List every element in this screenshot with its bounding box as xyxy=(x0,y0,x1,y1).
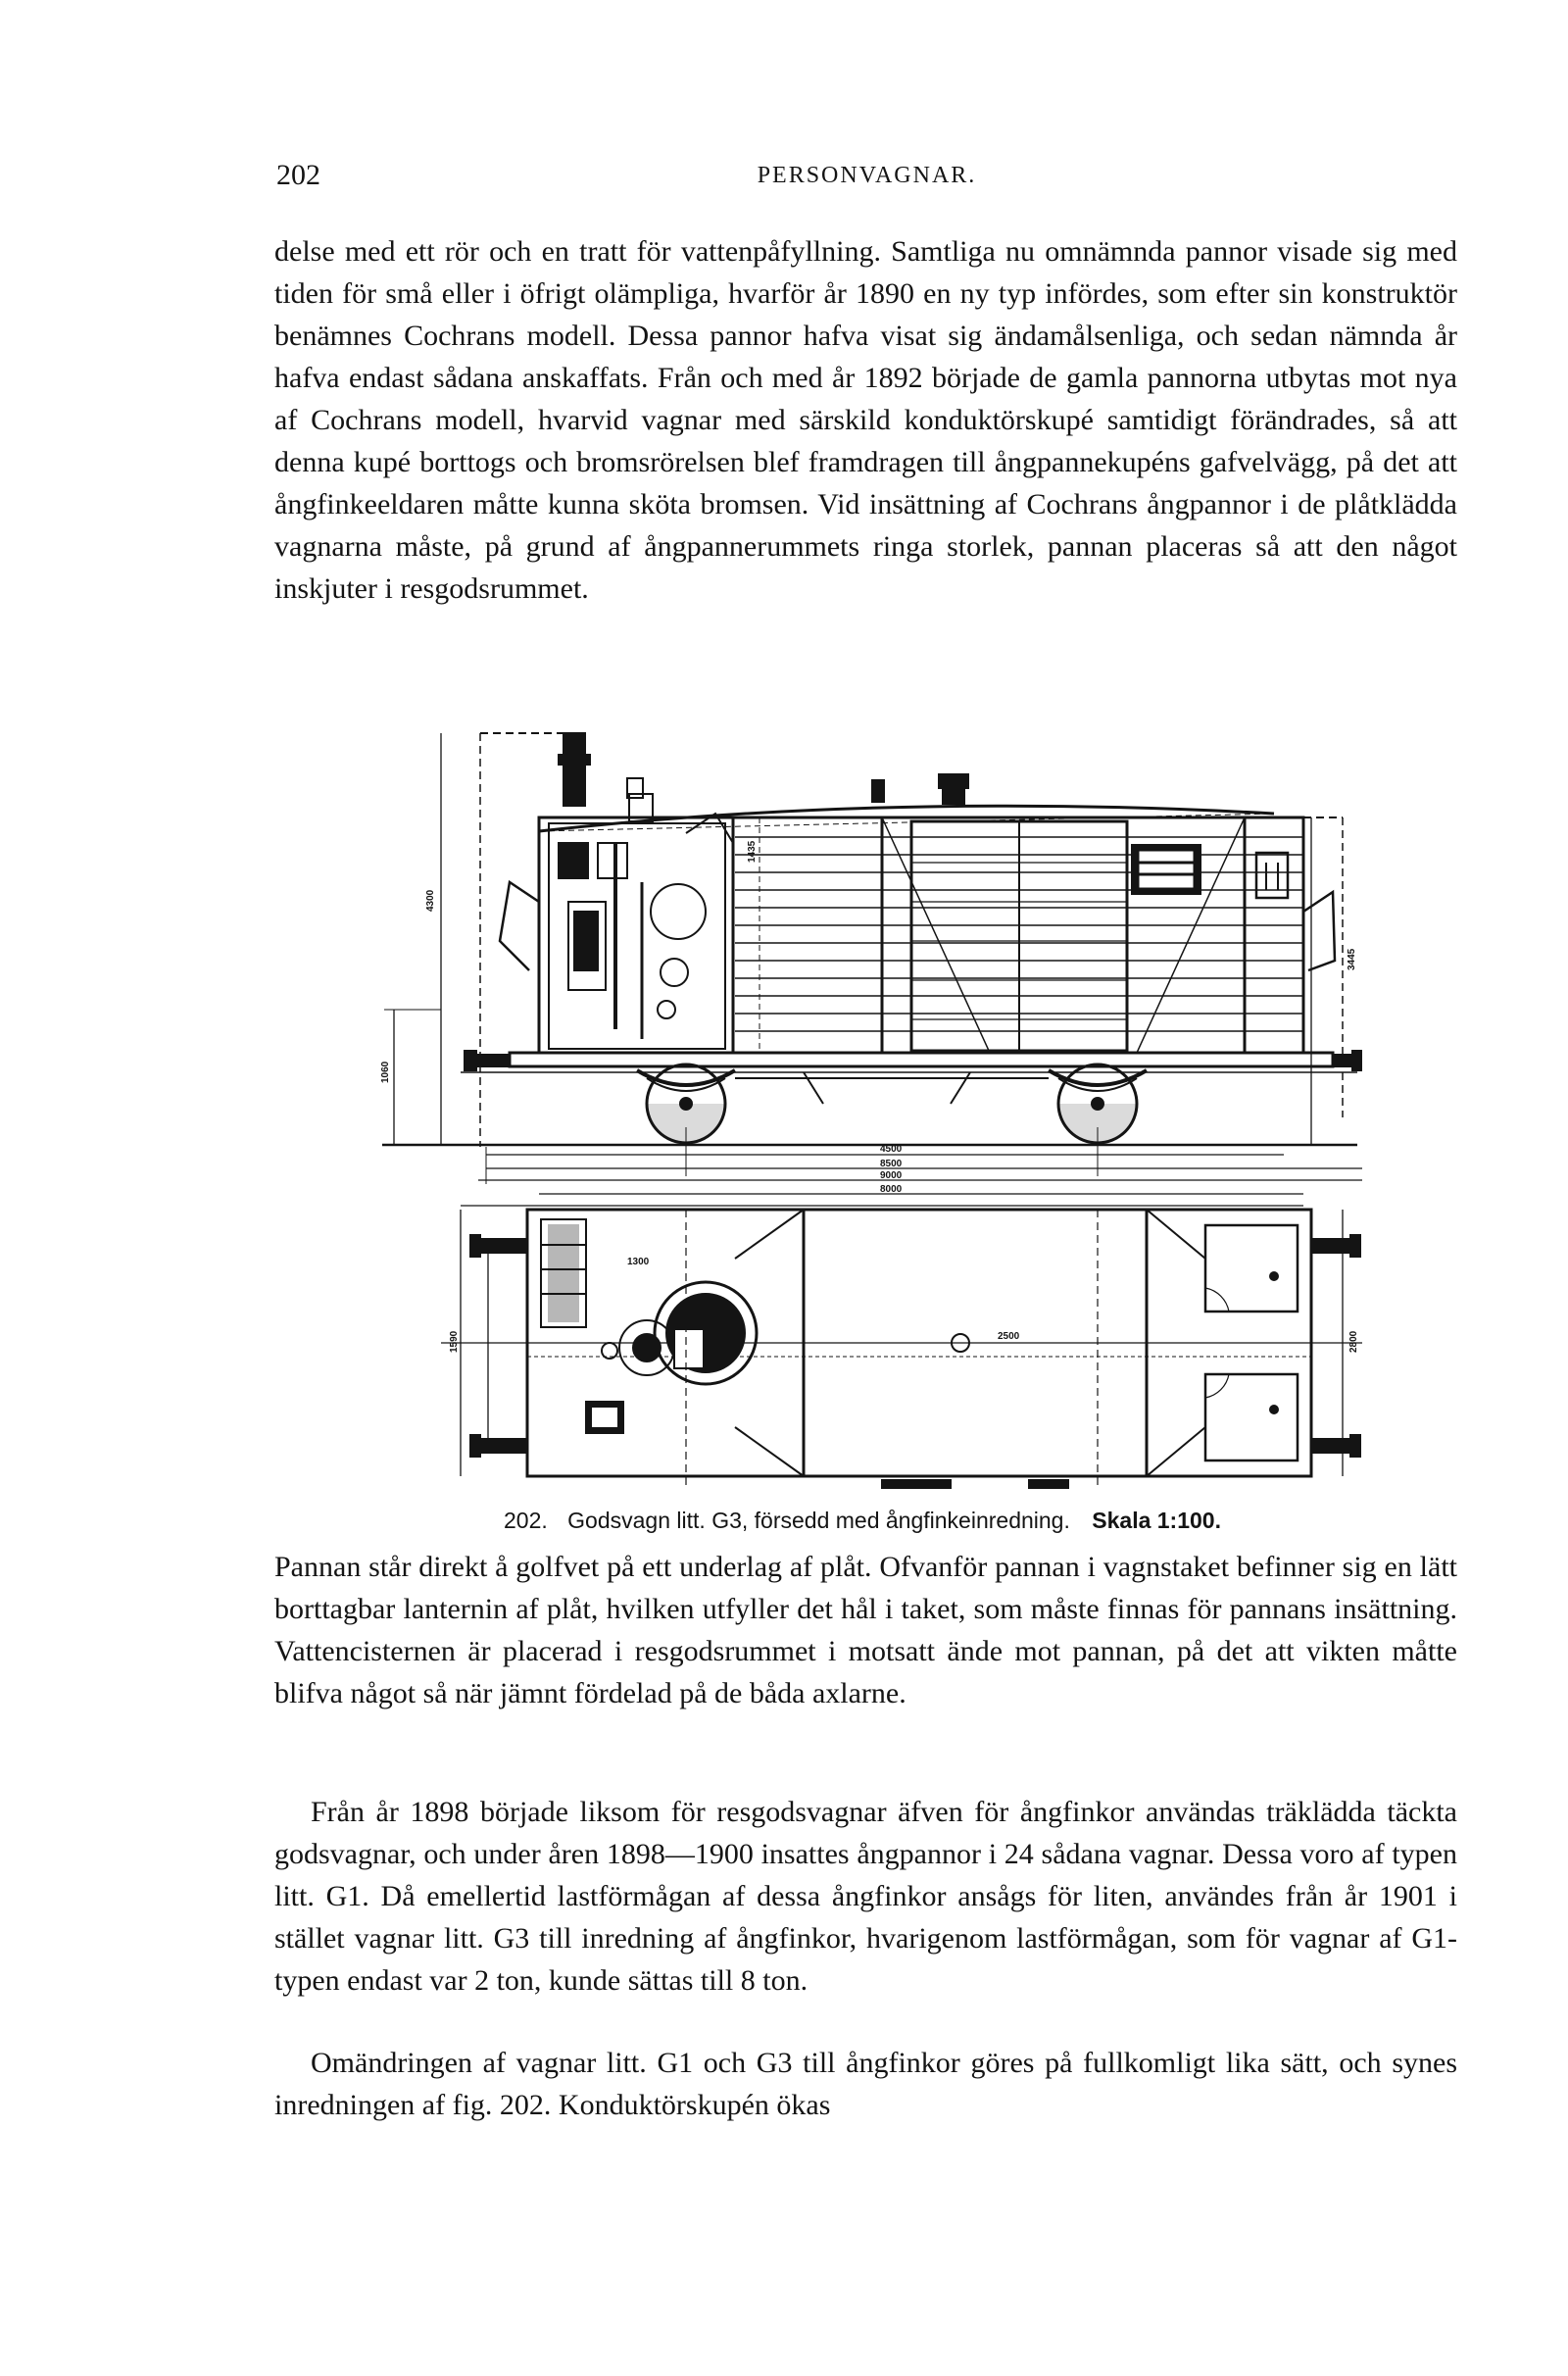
figure-scale: Skala 1:100. xyxy=(1092,1508,1221,1533)
chimney-icon xyxy=(559,733,590,806)
dim-boiler-diameter: 1300 xyxy=(627,1257,650,1267)
figure-caption-text: Godsvagn litt. G3, försedd med ångfinkeinredning. xyxy=(567,1508,1070,1533)
boiler-icon xyxy=(549,814,733,1049)
running-head: PERSONVAGNAR. xyxy=(757,163,977,188)
door-icon xyxy=(911,821,1127,1051)
dim-frame-height: 1060 xyxy=(380,1061,391,1083)
figure-202 xyxy=(363,716,1362,1519)
dim-track-gauge: 1435 xyxy=(747,840,758,863)
dim-plan-width-right: 2800 xyxy=(1348,1330,1359,1353)
page-header xyxy=(276,159,1457,198)
paragraph-3: Från år 1898 började liksom för resgodsvagnar äfven för ångfinkor användas träklädda täckta godsvagnar, och under åren 1898—1900 insattes ångpannor i 24 sådana vagnar. Dessa voro af typen litt. G1. Då emellertid lastförmågan af dessa ångfinkor ansågs för liten, användes från år 1901 i stället vagnar litt. G3 till inredning af ångfinkor, hvarigenom lastförmågan, som för vagnar af G1-typen endast var 2 ton, kunde sättas till 8 ton. xyxy=(274,1796,1457,1997)
dim-frame-length: 9000 xyxy=(880,1170,903,1181)
side-elevation xyxy=(382,733,1362,1194)
figure-caption xyxy=(363,1508,1362,1534)
wagon-drawing xyxy=(363,716,1362,1510)
page-number: 202 xyxy=(276,159,320,191)
figure-number: 202. xyxy=(504,1508,548,1533)
dim-axle-spacing-plan: 2500 xyxy=(998,1331,1020,1342)
dim-body-length: 8000 xyxy=(880,1184,903,1195)
dim-buffer-span: 8500 xyxy=(880,1159,903,1169)
paragraph-1: delse med ett rör och en tratt för vattenpåfyllning. Samtliga nu omnämnda pannor visade sig med tiden för små eller i öfrigt olämpliga, hvarför år 1890 en ny typ infördes, som efter sin konstruktör benämnes Cochrans modell. Dessa pannor hafva visat sig ändamålsenliga, och sedan nämnda år hafva endast sådana anskaffats. Från och med år 1892 började de gamla pannorna utbytas mot nya af Cochrans modell, hvarvid vagnar med särskild konduktörskupé samtidigt förändrades, så att denna kupé borttogs och bromsrörelsen blef framdragen till ångpannekupéns gafvelvägg, på det att ångfinkeeldaren måtte kunna sköta bromsen. Vid insättning af Cochrans ångpannor i de plåtklädda vagnarna måste, på grund af ångpannerummets ringa storlek, pannan placeras så att den något inskjuter i resgodsrummet. xyxy=(274,235,1457,605)
dim-overall-height: 4300 xyxy=(425,889,436,912)
dim-wheelbase: 4500 xyxy=(880,1144,903,1155)
roof-vent-icon xyxy=(872,774,968,804)
window-icon xyxy=(1132,845,1200,894)
plan-boiler-icon xyxy=(619,1282,757,1384)
dim-wall-height: 3445 xyxy=(1347,948,1357,970)
paragraph-2: Pannan står direkt å golfvet på ett underlag af plåt. Ofvanför pannan i vagnstaket befinner sig en lätt borttagbar lanternin af plåt, hvilken utfyller det hål i taket, som måste finnas för pannans insättning. Vattencisternen är placerad i resgodsrummet i motsatt ände mot pannan, på det att vikten måtte blifva något så när jämnt fördelad på de båda axlarne. xyxy=(274,1551,1457,1709)
paragraph-4: Omändringen af vagnar litt. G1 och G3 till ångfinkor göres på fullkomligt lika sätt, och synes inredningen af fig. 202. Konduktörskupén ökas xyxy=(274,2047,1457,2121)
plan-view xyxy=(441,1206,1362,1490)
dim-plan-width-left: 1590 xyxy=(449,1330,460,1353)
